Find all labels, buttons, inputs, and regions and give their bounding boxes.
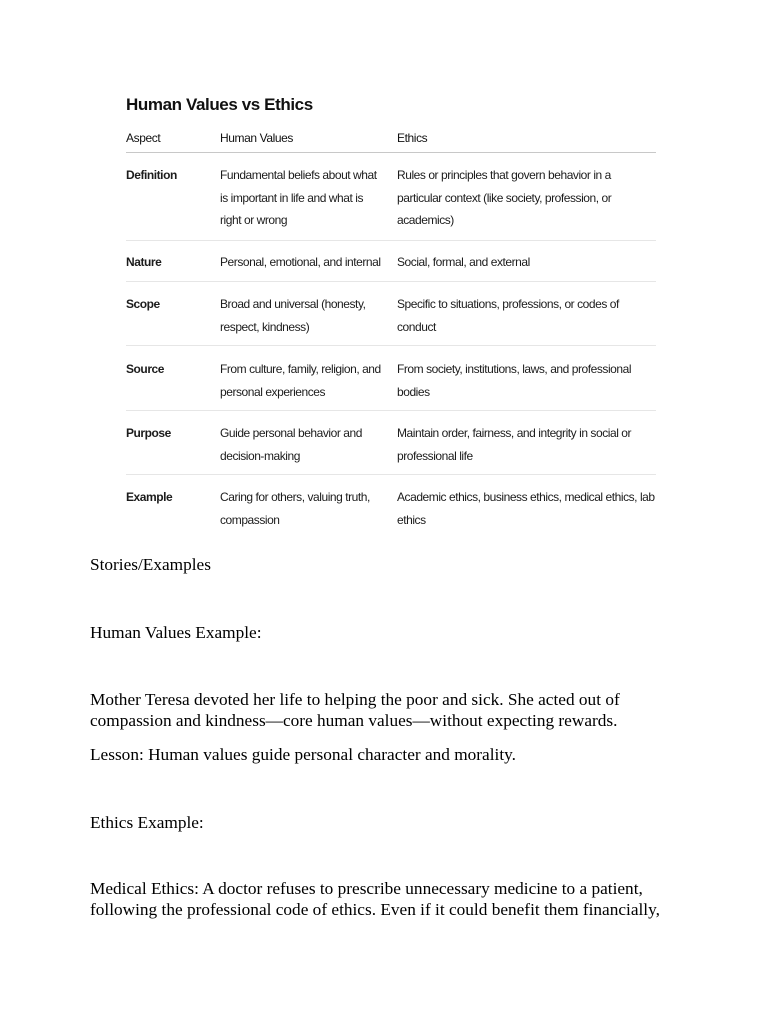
row-aspect: Scope bbox=[126, 297, 160, 311]
ethics-story: Medical Ethics: A doctor refuses to prescribe unnecessary medicine to a patient, following the professional code of ethics. Even if it could benefit them financially, bbox=[90, 879, 660, 919]
row-ethics: Specific to situations, professions, or codes of conduct bbox=[397, 297, 619, 334]
row-human-values: Personal, emotional, and internal bbox=[220, 255, 381, 269]
table-row-example bbox=[126, 486, 656, 534]
row-divider bbox=[126, 240, 656, 241]
table-row-source bbox=[126, 358, 656, 411]
row-divider bbox=[126, 474, 656, 475]
table-row-scope bbox=[126, 293, 656, 346]
header-human-values: Human Values bbox=[220, 131, 294, 145]
row-divider bbox=[126, 410, 656, 411]
human-values-lesson: Lesson: Human values guide personal character and morality. bbox=[90, 745, 516, 764]
stories-heading: Stories/Examples bbox=[90, 555, 211, 574]
row-ethics: Academic ethics, business ethics, medical ethics, lab ethics bbox=[397, 490, 655, 527]
row-ethics: From society, institutions, laws, and professional bodies bbox=[397, 362, 632, 399]
table-row-purpose bbox=[126, 422, 656, 475]
row-aspect: Nature bbox=[126, 255, 162, 269]
table-row-nature bbox=[126, 251, 656, 282]
row-divider bbox=[126, 345, 656, 346]
row-ethics: Social, formal, and external bbox=[397, 255, 530, 269]
row-aspect: Definition bbox=[126, 168, 177, 182]
ethics-example-heading: Ethics Example: bbox=[90, 813, 204, 832]
row-human-values: Guide personal behavior and decision-making bbox=[220, 426, 362, 463]
table-row-definition bbox=[126, 164, 656, 241]
row-aspect: Source bbox=[126, 362, 164, 376]
row-divider bbox=[126, 281, 656, 282]
row-ethics: Maintain order, fairness, and integrity in social or professional life bbox=[397, 426, 632, 463]
row-ethics: Rules or principles that govern behavior in a particular context (like society, profession, or academics) bbox=[397, 168, 612, 227]
human-values-example-heading: Human Values Example: bbox=[90, 623, 262, 642]
row-aspect: Example bbox=[126, 490, 173, 504]
header-aspect: Aspect bbox=[126, 131, 161, 145]
row-human-values: From culture, family, religion, and personal experiences bbox=[220, 362, 381, 399]
table-title: Human Values vs Ethics bbox=[126, 95, 313, 114]
row-human-values: Broad and universal (honesty, respect, kindness) bbox=[220, 297, 366, 334]
row-human-values: Caring for others, valuing truth, compassion bbox=[220, 490, 370, 527]
human-values-story: Mother Teresa devoted her life to helping the poor and sick. She acted out of compassion and kindness—core human values—without expecting rewards. bbox=[90, 690, 620, 730]
header-divider bbox=[126, 152, 656, 153]
row-human-values: Fundamental beliefs about what is important in life and what is right or wrong bbox=[220, 168, 377, 227]
row-aspect: Purpose bbox=[126, 426, 171, 440]
header-ethics: Ethics bbox=[397, 131, 428, 145]
